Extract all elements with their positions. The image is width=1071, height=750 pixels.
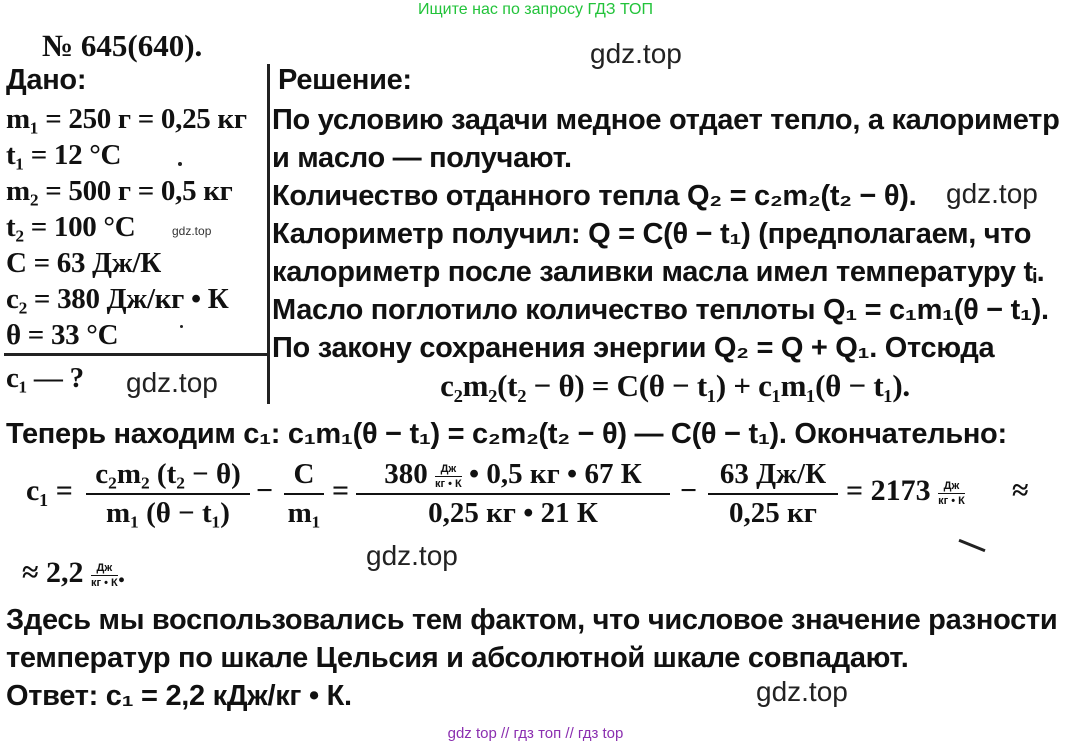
footer-links[interactable]: gdz top // гдз топ // гдз top <box>447 725 624 742</box>
unit-bottom: кг • К <box>938 494 965 507</box>
period: . <box>117 556 126 589</box>
solution-line: калориметр после заливки масла имел температуру tᵢ. <box>272 256 1045 288</box>
formula-result <box>846 474 965 508</box>
given-divider-horizontal <box>4 353 267 356</box>
formula-approx: ≈ <box>1012 474 1029 507</box>
given-find: c₁ — ? <box>6 362 84 394</box>
header-search-hint[interactable]: Ищите нас по запросу ГДЗ ТОП <box>418 1 653 18</box>
unit-top: Дж <box>943 479 960 492</box>
fraction-denominator: m₁ <box>287 497 321 529</box>
solution-line: По условию задачи медное отдает тепло, а калориметр <box>272 104 1060 136</box>
solution-heading: Решение: <box>278 64 412 96</box>
numerator-rest: • 0,5 кг • 67 К <box>469 458 642 490</box>
fraction-denominator: 0,25 кг • 21 К <box>428 497 598 529</box>
formula-minus: − <box>680 474 698 507</box>
fraction-numerator <box>384 458 641 491</box>
solution-line: Калориметр получил: Q = C(θ − t₁) (предполагаем, что <box>272 218 1032 250</box>
solution-line: Количество отданного тепла Q₂ = c₂m₂(t₂ − θ). <box>272 180 917 212</box>
given-line: C = 63 Дж/К <box>6 247 161 279</box>
formula-minus: − <box>256 474 274 507</box>
given-line: c₂ = 380 Дж/кг • К <box>6 283 229 315</box>
fraction-numerator: C <box>293 458 315 490</box>
solution-line: и масло — получают. <box>272 142 572 174</box>
formula-lhs: c₁ = <box>26 474 73 507</box>
fraction-numerator: c₂m₂ (t₂ − θ) <box>95 458 241 490</box>
result-value: = 2173 <box>846 474 931 507</box>
fraction-bar <box>356 493 670 495</box>
given-line: θ = 33 °C <box>6 319 119 351</box>
conclusion-line: Здесь мы воспользовались тем фактом, что числовое значение разности <box>6 604 1058 636</box>
unit-bar <box>91 575 118 576</box>
watermark: gdz.top <box>756 676 848 707</box>
unit-bar <box>435 476 462 477</box>
conclusion-line: температур по шкале Цельсия и абсолютной шкале совпадают. <box>6 642 909 674</box>
formula-fraction-4 <box>708 458 838 530</box>
numerator-value: 380 <box>384 458 428 490</box>
unit-fraction <box>435 463 462 490</box>
unit-bottom: кг • К <box>90 576 118 589</box>
unit-top: Дж <box>440 462 457 475</box>
fraction-numerator: 63 Дж/К <box>719 458 827 490</box>
scan-mark <box>958 539 985 552</box>
formula-equals: = <box>332 474 350 507</box>
watermark: gdz.top <box>366 540 458 571</box>
unit-fraction <box>938 480 965 507</box>
given-heading: Дано: <box>6 64 87 96</box>
given-divider-vertical <box>267 64 270 404</box>
unit-bar <box>938 493 965 494</box>
given-line: m₂ = 500 г = 0,5 кг <box>6 175 233 207</box>
stray-dot <box>178 162 182 166</box>
solution-line: По закону сохранения энергии Q₂ = Q + Q₁. Отсюда <box>272 332 995 364</box>
formula-fraction-3 <box>356 458 670 530</box>
now-find-line: Теперь находим c₁: c₁m₁(θ − t₁) = c₂m₂(t₂ − θ) — C(θ − t₁). Окончательно: <box>6 418 1007 450</box>
given-line: t₂ = 100 °C <box>6 211 136 243</box>
stray-dot <box>180 325 183 328</box>
fraction-bar <box>86 493 250 495</box>
watermark: gdz.top <box>126 367 218 398</box>
fraction-bar <box>708 493 838 495</box>
problem-number: № 645(640). <box>42 28 203 63</box>
fraction-denominator: 0,25 кг <box>729 497 817 529</box>
given-line: t₁ = 12 °C <box>6 139 122 171</box>
approx-value: ≈ 2,2 <box>22 556 84 589</box>
watermark: gdz.top <box>590 38 682 69</box>
fraction-denominator: m₁ (θ − t₁) <box>106 497 230 529</box>
watermark: gdz.top <box>946 178 1038 209</box>
formula-fraction-2 <box>284 458 324 530</box>
watermark: gdz.top <box>172 224 212 238</box>
formula-fraction-1 <box>86 458 250 530</box>
unit-bottom: кг • К <box>435 477 462 490</box>
balance-equation: c₂m₂(t₂ − θ) = C(θ − t₁) + c₁m₁(θ − t₁). <box>440 368 910 403</box>
given-line: m₁ = 250 г = 0,25 кг <box>6 103 247 135</box>
answer-line: Ответ: c₁ = 2,2 кДж/кг • К. <box>6 680 352 712</box>
solution-line: Масло поглотило количество теплоты Q₁ = c₁m₁(θ − t₁). <box>272 294 1049 326</box>
formula-approx-result <box>22 556 125 590</box>
fraction-bar <box>284 493 324 495</box>
unit-top: Дж <box>96 561 113 574</box>
unit-fraction <box>91 562 118 589</box>
